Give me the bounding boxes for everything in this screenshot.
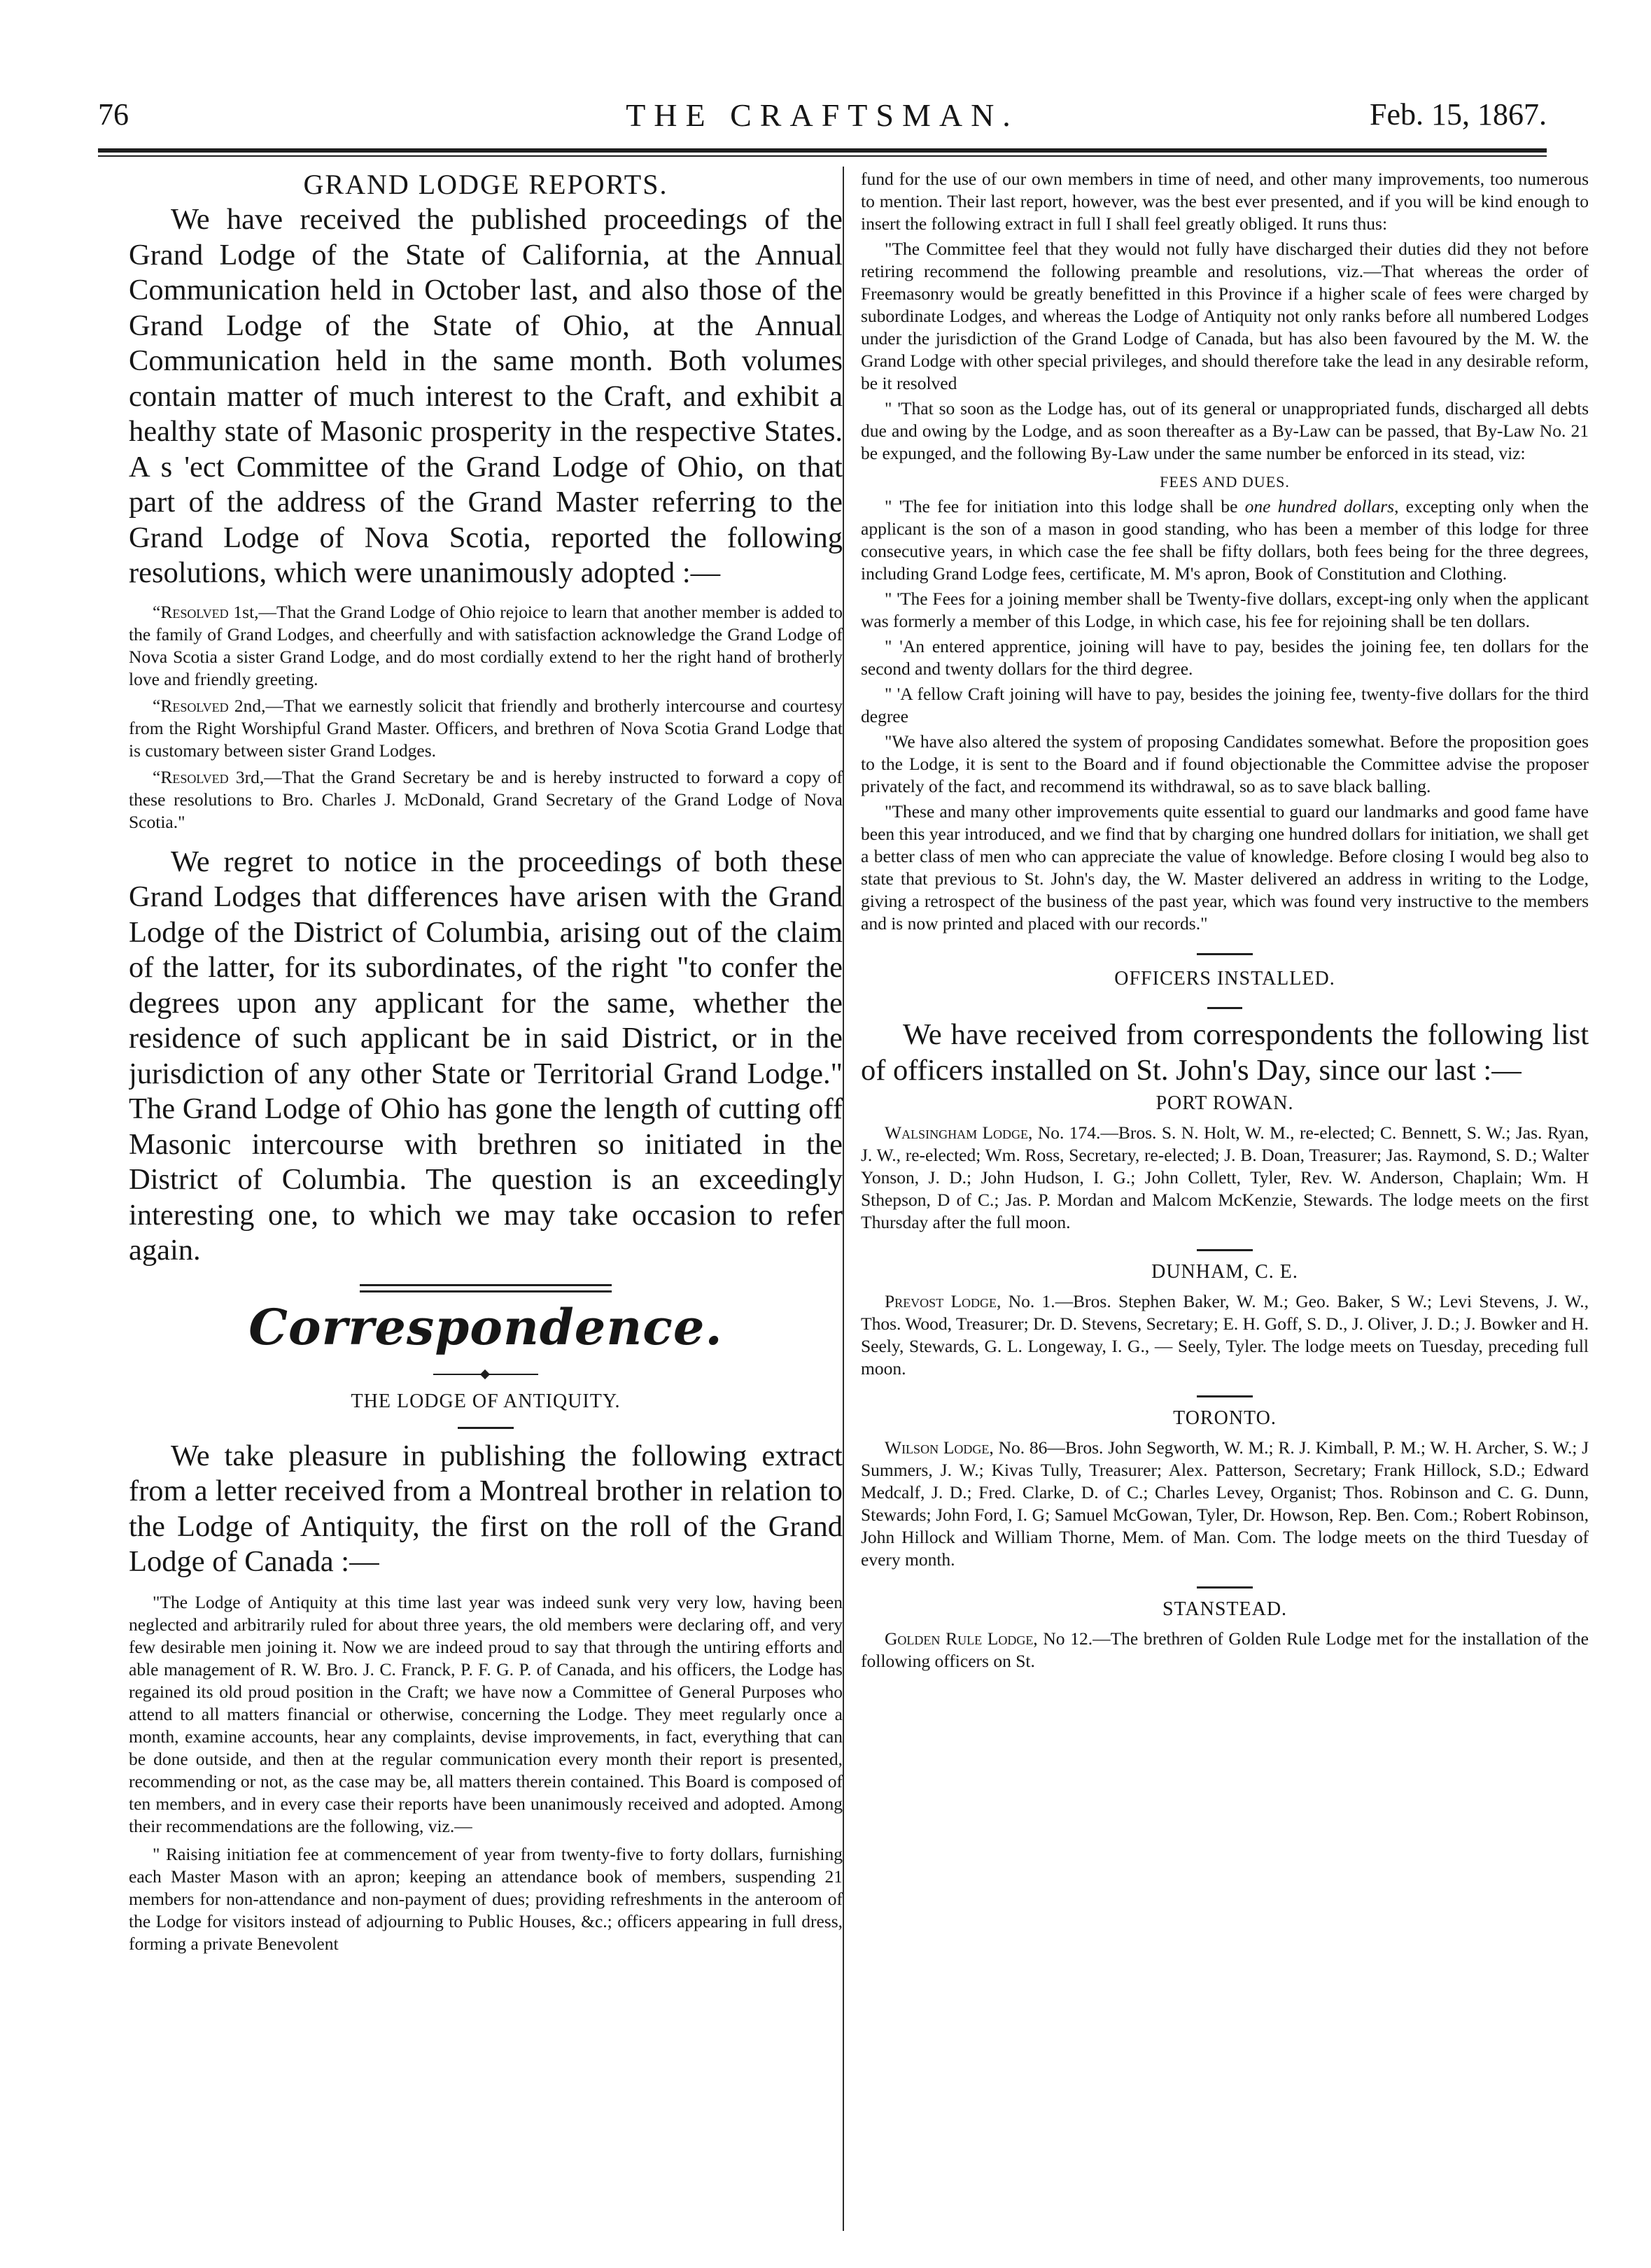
- short-divider: [1197, 1249, 1253, 1251]
- letter-paragraph-2: " Raising initiation fee at commencement of year from twenty-five to forty dollars, furnishing each Master Mason with an apron; keeping an attendance book of members, suspending 21 members for non-attendance and non-payment of dues; providing refreshments in the anteroom of the Lodge for visitors instead of adjourning to Public Houses, &c.; officers appearing in full dress, forming a private Benevolent: [129, 1843, 843, 1954]
- short-divider: [1197, 1395, 1253, 1397]
- resolved-label: Resolved: [160, 766, 229, 787]
- officers-intro: We have received from correspondents the following list of officers installed on St. John's Day, since our last :—: [861, 1018, 1589, 1087]
- right-column: [861, 168, 1589, 2232]
- header-rule-thin: [98, 155, 1547, 157]
- issue-date: Feb. 15, 1867.: [1370, 97, 1547, 132]
- short-divider: [1197, 953, 1253, 955]
- officer-list: No. 1.—Bros. Stephen Baker, W. M.; Geo. Baker, S W.; Levi Stevens, J. W., Thos. Wood, Treasurer; Dr. D. Stevens, Secretary; E. H. Goff, S. D., J. Oliver, J. D.; J. Bowker and H. Seely, Stewards, G. L. Longeway, I. G., — Seely, Tyler. The lodge meets on Tuesday, preceding full moon.: [861, 1291, 1589, 1379]
- short-divider: [1207, 1007, 1242, 1009]
- toronto-heading: TORONTO.: [1173, 1407, 1277, 1429]
- column-divider: [843, 167, 844, 2231]
- grand-lodge-paragraph: We have received the published proceedings of the Grand Lodge of the State of California, at the Annual Communication held in October last, and also those of the Grand Lodge of the State of Ohio, at the Annual Communication held in the same month. Both volumes contain matter of much interest to the Craft, and exhibit a healthy state of Masonic prosperity in the respective States. A s 'ect Committee of the Grand Lodge of Ohio, on that part of the address of the Grand Master referring to the Grand Lodge of Nova Scotia, reported the following resolutions, which were unanimously adopted :—: [129, 203, 843, 589]
- resolution-3: “Resolved 3rd,—That the Grand Secretary be and is hereby instructed to forward a copy of these resolutions to Bro. Charles J. McDonald, Grand Secretary of the Grand Lodge of Nova Scotia.": [129, 766, 843, 832]
- lodge-name: Golden Rule Lodge,: [885, 1628, 1038, 1649]
- letter-paragraph-1: "The Lodge of Antiquity at this time last year was indeed sunk very very low, having been neglected and arbitrarily ruled for about three years, the old members were declaring off, and very few desirable men joining it. Now we are indeed proud to say that through the untiring efforts and able management of R. W. Bro. J. C. Franck, P. F. G. P. of Canada, and his officers, the Lodge has regained its old proud position in the Craft; we have now a Committee of General Purposes who attend to all matters financial or otherwise, concerning the Lodge. They meet regularly once a month, examine accounts, hear any complaints, devise improvements, in fact, everything that can be done outside, and then at the regular communication every month their report is presented, recommending or not, as the case may be, all matters therein contained. This Board is composed of ten members, and in every case their reports have been unanimously received and adopted. Among their recommendations are the following, viz.—: [129, 1591, 843, 1836]
- initiation-fee-paragraph: [861, 495, 1589, 585]
- lodge-name: Prevost Lodge,: [885, 1291, 1002, 1311]
- resolved-label: Resolved: [160, 695, 229, 716]
- regret-paragraph: We regret to notice in the proceedings of both these Grand Lodges that differences have arisen with the Grand Lodge of the District of Columbia, arising out of the claim of the latter, for its subordinates, of the right "to confer the degrees upon any applicant for the same, whether the residence of such applicant be in said District, or in the jurisdiction of any other State or Territorial Grand Lodge." The Grand Lodge of Ohio has gone the length of cutting off Masonic intercourse with brethren so initiated in the District of Columbia. The question is an exceedingly interesting one, to which we may take occasion to refer again.: [129, 845, 843, 1267]
- bylaw-resolution: " 'That so soon as the Lodge has, out of its general or unappropriated funds, discharged all debts due and owing by the Lodge, and as soon thereafter as a By-Law can be passed, that By-Law No. 21 be expunged, and the following By-Law under the same number be enforced in its stead, viz:: [861, 398, 1589, 463]
- joining-fee-paragraph: " 'The Fees for a joining member shall be Twenty-five dollars, except-ing only when the applicant was formerly a member of this Lodge, in which case, his fee for rejoining shall be ten dollars.: [861, 589, 1589, 631]
- initiation-fee-text: " 'The fee for initiation into this lodge shall be: [885, 496, 1245, 516]
- fees-and-dues-heading: FEES AND DUES.: [1160, 473, 1290, 491]
- officer-list: No 12.—The brethren of Golden Rule Lodge met for the installation of the following officers on St.: [861, 1628, 1589, 1671]
- section-divider: [360, 1284, 612, 1293]
- fellow-craft-paragraph: " 'A fellow Craft joining will have to pay, besides the joining fee, twenty-five dollars for the third degree: [861, 684, 1589, 726]
- antiquity-intro: We take pleasure in publishing the following extract from a letter received from a Montreal brother in relation to the Lodge of Antiquity, the first on the roll of the Grand Lodge of Canada :—: [129, 1439, 843, 1578]
- resolution-3-text: 3rd,—That the Grand Secretary be and is hereby instructed to forward a copy of these resolutions to Bro. Charles J. McDonald, Grand Secretary of the Grand Lodge of Nova Scotia.": [129, 766, 843, 832]
- lodge-of-antiquity-heading: THE LODGE OF ANTIQUITY.: [351, 1390, 621, 1412]
- header-rule: [98, 148, 1547, 153]
- resolved-label: Resolved: [160, 601, 229, 622]
- ornament-divider: [433, 1374, 538, 1375]
- officer-list: No. 86—Bros. John Segworth, W. M.; R. J. Kimball, P. M.; W. H. Archer, S. W.; J Summers, J. W.; Kivas Tully, Treasurer; Alex. Patterson, Secretary; Frank Hillock, S.D.; Edward Medcalf, J. D.; Fred. Clarke, D. of C.; Charles Levey, Organist; Thos. Robinson and C. G. Dunn, Stewards; John Ford, I. G; Samuel McGowan, Tyler, Dr. Howson, Rep. Ben. Com.; Robert Robinson, John Hillock and William Thorne, Mem. of Man. Com. The lodge meets on the third Tuesday of every month.: [861, 1437, 1589, 1570]
- toronto-officers: [861, 1437, 1589, 1571]
- entered-apprentice-paragraph: " 'An entered apprentice, joining will have to pay, besides the joining fee, ten dollars for the second and twenty dollars for the third degree.: [861, 636, 1589, 679]
- port-rowan-officers: [861, 1122, 1589, 1234]
- lodge-name: Wilson Lodge,: [885, 1437, 994, 1458]
- resolution-1-text: 1st,—That the Grand Lodge of Ohio rejoice to learn that another member is added to the family of Grand Lodges, and cheerfully and with satisfaction acknowledge the Grand Lodge of Nova Scotia a sister Grand Lodge, and do most cordially extend to her the right hand of brotherly love and friendly greeting.: [129, 601, 843, 689]
- initiation-fee-text-cont: , excepting only when the applicant is the son of a mason in good standing, who has been a member of this lodge for three consecutive years, in which case the fee shall be fifty dollars, both fees being for the three degrees, including Grand Lodge fees, certificate, M. M's apron, Book of Constitution and Clothing.: [861, 496, 1589, 584]
- resolution-2: “Resolved 2nd,—That we earnestly solicit that friendly and brotherly intercourse and courtesy from the Right Worshipful Grand Master. Officers, and brethren of Nova Scotia Grand Lodge that is customary between sister Grand Lodges.: [129, 695, 843, 761]
- correspondence-heading: Correspondence.: [248, 1297, 723, 1356]
- lodge-name: Walsingham Lodge,: [885, 1122, 1033, 1143]
- stanstead-officers: [861, 1628, 1589, 1672]
- grand-lodge-reports-heading: GRAND LODGE REPORTS.: [303, 169, 668, 200]
- dunham-heading: DUNHAM, C. E.: [1151, 1261, 1298, 1283]
- dunham-officers: [861, 1290, 1589, 1380]
- masthead: [98, 97, 1547, 139]
- left-column: [129, 168, 843, 2232]
- committee-preamble: "The Committee feel that they would not fully have discharged their duties did they not before retiring recommend the following preamble and resolutions, viz.—That whereas the order of Freemasonry would be greatly benefitted in this Province if a higher scale of fees were charged by subordinate Lodges, and whereas the Lodge of Antiquity not only ranks before all numbered Lodges under the jurisdiction of the Grand Lodge of Canada, but has also been favoured by the M. W. the Grand Lodge with other special privileges, and should therefore take the lead in any desirable reform, be it resolved: [861, 239, 1589, 393]
- candidates-paragraph: "We have also altered the system of proposing Candidates somewhat. Before the proposition goes to the Lodge, it is sent to the Board and if found objectionable the Committee advise the proposer privately of the fact, and recommend its withdrawal, so as to save black balling.: [861, 731, 1589, 796]
- short-divider: [458, 1427, 514, 1429]
- stanstead-heading: STANSTEAD.: [1162, 1598, 1288, 1620]
- fee-amount-italic: one hundred dollars: [1244, 496, 1395, 516]
- page-number: 76: [98, 97, 129, 132]
- letter-continuation: fund for the use of our own members in time of need, and other many improvements, too numerous to mention. Their last report, however, was the best ever presented, and if you will be kind enough to insert the following extract in full I shall feel greatly obliged. It runs thus:: [861, 169, 1589, 234]
- officer-list: No. 174.—Bros. S. N. Holt, W. M., re-elected; C. Bennett, S. W.; Jas. Ryan, J. W., re-elected; Wm. Ross, Secretary, re-elected; J. B. Doan, Treasurer; Jas. Raymond, S. D.; Walter Yonson, J. D.; John Hudson, I. G.; John Collett, Tyler, Rev. W. Anderson, Chaplain; Wm. H Sthepson, D of C.; Jas. P. Mordan and Malcom McKenzie, Stewards. The lodge meets on the first Thursday after the full moon.: [861, 1122, 1589, 1232]
- resolution-2-text: 2nd,—That we earnestly solicit that friendly and brotherly intercourse and courtesy from the Right Worshipful Grand Master. Officers, and brethren of Nova Scotia Grand Lodge that is customary between sister Grand Lodges.: [129, 695, 843, 761]
- improvements-paragraph: "These and many other improvements quite essential to guard our landmarks and good fame have been this year introduced, and we find that by charging one hundred dollars for initiation, we shall get a better class of men who can appreciate the value of knowledge. Before closing I would beg also to state that previous to St. John's day, the W. Master delivered an address in writing to the Lodge, giving a retrospect of the business of the past year, which was found very instructive to the members and is now printed and placed with our records.": [861, 801, 1589, 934]
- officers-installed-heading: OFFICERS INSTALLED.: [1114, 968, 1335, 989]
- short-divider: [1197, 1586, 1253, 1589]
- publication-title: THE CRAFTSMAN.: [626, 97, 1019, 133]
- resolution-1: “Resolved 1st,—That the Grand Lodge of Ohio rejoice to learn that another member is added to the family of Grand Lodges, and cheerfully and with satisfaction acknowledge the Grand Lodge of Nova Scotia a sister Grand Lodge, and do most cordially extend to her the right hand of brotherly love and friendly greeting.: [129, 601, 843, 689]
- port-rowan-heading: PORT ROWAN.: [1155, 1092, 1294, 1114]
